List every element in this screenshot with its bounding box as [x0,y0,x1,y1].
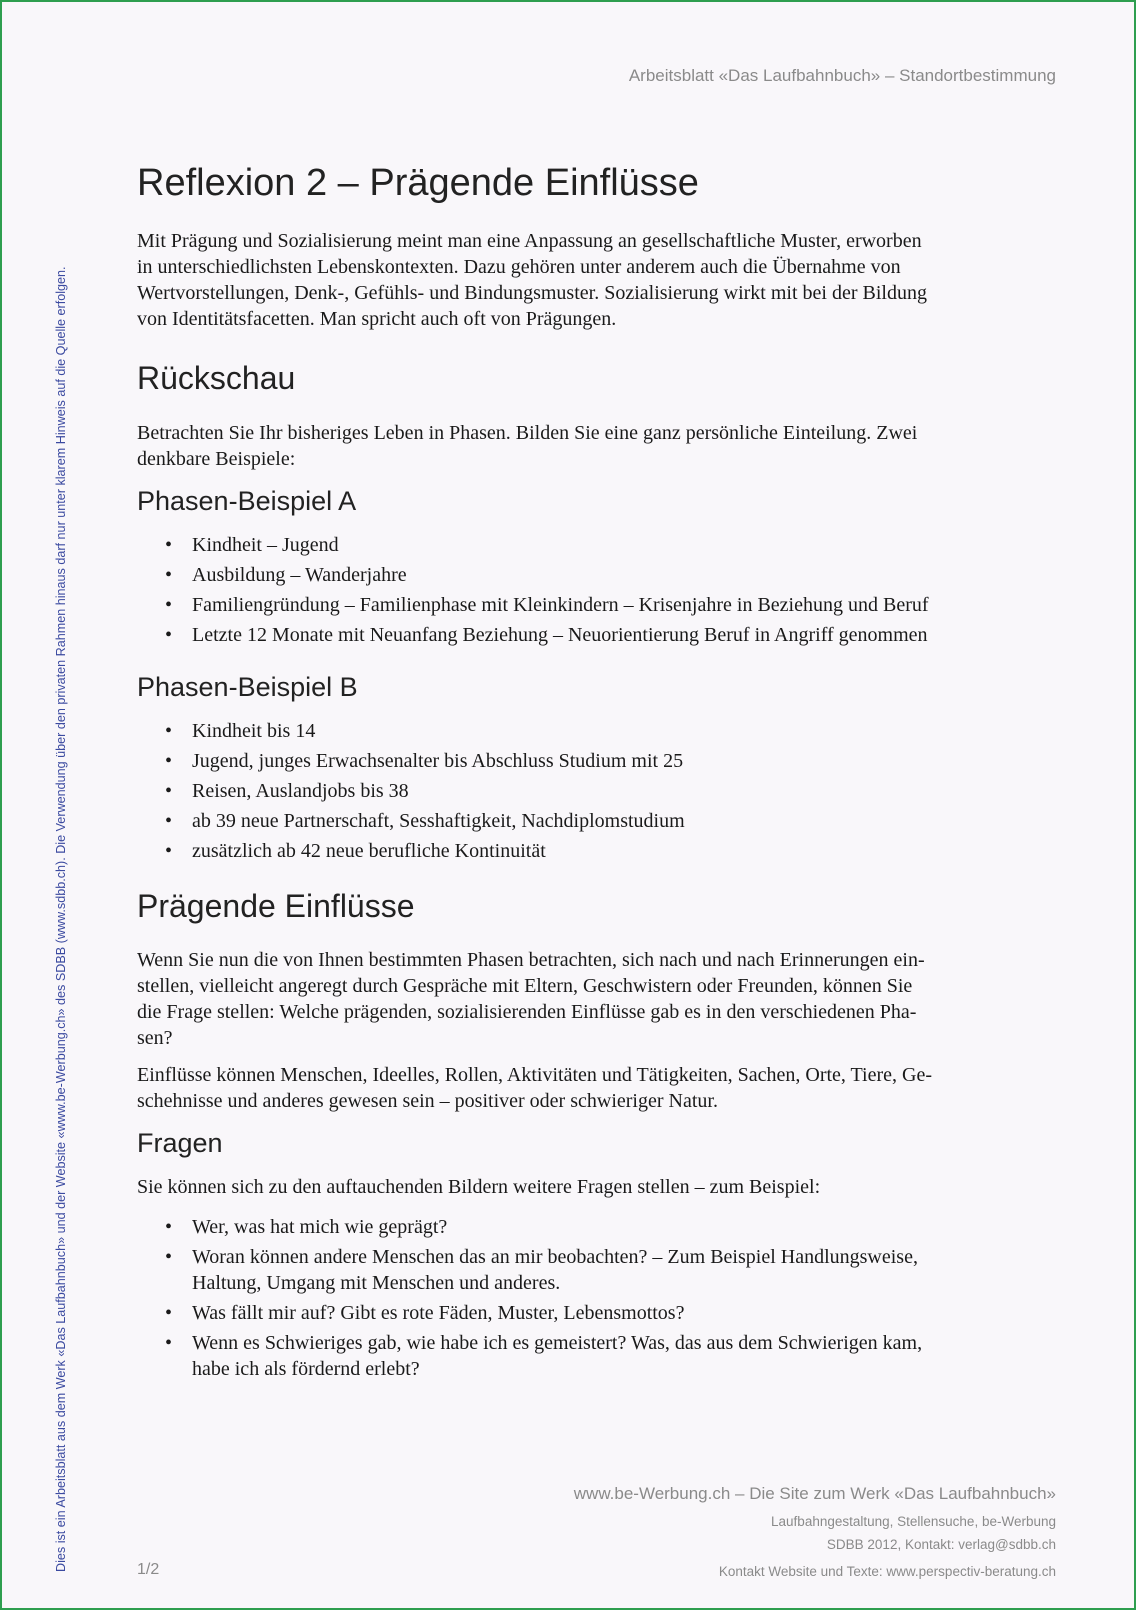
bullet-icon: • [165,780,173,802]
bullet-icon: • [165,564,173,586]
list-item: • Letzte 12 Monate mit Neuanfang Beziehung – Neuorientierung Beruf in Angriff genommen [137,620,1057,650]
beispiel-a-list [137,530,1057,650]
list-item: • Wenn es Schwieriges gab, wie habe ich es gemeistert? Was, das aus dem Schwierigen kam, habe ich als fördernd erlebt? [165,1332,923,1380]
main-content [137,160,1057,1380]
bullet-icon: • [165,1216,173,1238]
bullet-icon: • [165,594,173,616]
intro-line: in unterschiedlichsten Lebenskontexten. Dazu gehören unter anderem auch die Übernahme von [137,256,901,278]
list-item: • Kindheit bis 14 [137,716,1057,746]
list-item: • Jugend, junges Erwachsenalter bis Abschluss Studium mit 25 [137,746,1057,776]
subheading-fragen: Fragen [137,1128,223,1158]
worksheet-header: Arbeitsblatt «Das Laufbahnbuch» – Standortbestimmung [628,66,1056,85]
footer-contact-texts: Kontakt Website und Texte: www.perspectiv-beratung.ch [718,1564,1056,1579]
fragen-text: Sie können sich zu den auftauchenden Bildern weitere Fragen stellen – zum Beispiel: [137,1176,821,1198]
text-line: denkbare Beispiele: [137,448,296,470]
bullet-icon: • [165,840,173,862]
bullet-icon: • [165,1332,173,1354]
list-item: • Was fällt mir auf? Gibt es rote Fäden, Muster, Lebensmottos? [165,1302,685,1324]
subheading-beispiel-a: Phasen-Beispiel A [137,486,357,516]
bullet-icon: • [165,534,173,556]
page-number: 1/2 [137,1561,160,1578]
intro-paragraph [137,228,1057,332]
bullet-icon: • [165,810,173,832]
fragen-list [137,1214,1057,1382]
text-line: sen? [137,1027,173,1049]
text-line: stellen, vielleicht angeregt durch Gespräche mit Eltern, Geschwistern oder Freunden, können Sie [137,975,913,997]
beispiel-b-list [137,716,1057,866]
bullet-icon: • [165,624,173,646]
list-item: • zusätzlich ab 42 neue berufliche Kontinuität [137,836,1057,866]
text-line: Betrachten Sie Ihr bisheriges Leben in Phasen. Bilden Sie eine ganz persönliche Einteilung. Zwei [137,422,918,444]
bullet-icon: • [165,720,173,742]
list-item: • Ausbildung – Wanderjahre [137,560,1057,590]
list-item: • Kindheit – Jugend [137,530,1057,560]
rueckschau-text [137,420,1057,472]
list-item: • Reisen, Auslandjobs bis 38 [137,776,1057,806]
list-item: • Familiengründung – Familienphase mit Kleinkindern – Krisenjahre in Beziehung und Beruf [137,590,1057,620]
text-line: die Frage stellen: Welche prägenden, sozialisierenden Einflüsse gab es in den verschiedenen Pha- [137,1001,917,1023]
list-item: • Woran können andere Menschen das an mir beobachten? – Zum Beispiel Handlungsweise, Haltung, Umgang mit Menschen und anderes. [165,1246,918,1294]
section-heading-einfluesse: Prägende Einflüsse [137,888,415,924]
page-title: Reflexion 2 – Prägende Einflüsse [137,162,699,204]
footer-website-link[interactable]: www.be-Werbung.ch – Die Site zum Werk «Das Laufbahnbuch» [573,1484,1056,1503]
section-heading-rueckschau: Rückschau [137,360,296,396]
subheading-beispiel-b: Phasen-Beispiel B [137,672,358,702]
list-item: • ab 39 neue Partnerschaft, Sesshaftigkeit, Nachdiplomstudium [137,806,1057,836]
vertical-copyright-note: Dies ist ein Arbeitsblatt aus dem Werk «Das Laufbahnbuch» und der Website «www.be-Werbung.ch» des SDBB (www.sdbb.ch). Die Verwendung über den privaten Rahmen hinaus darf nur unter klarem Hinweis auf die Quelle erfolgen. [54,266,68,1572]
intro-line: Wertvorstellungen, Denk-, Gefühls- und Bindungsmuster. Sozialisierung wirkt mit bei der Bildung [137,282,927,304]
intro-line: von Identitätsfacetten. Man spricht auch oft von Prägungen. [137,308,617,330]
footer-line: Laufbahngestaltung, Stellensuche, be-Werbung [771,1514,1056,1529]
text-line: Einflüsse können Menschen, Ideelles, Rollen, Aktivitäten und Tätigkeiten, Sachen, Orte, Tiere, Ge- [137,1064,933,1086]
bullet-icon: • [165,1246,173,1268]
bullet-icon: • [165,1302,173,1324]
footer-contact: SDBB 2012, Kontakt: verlag@sdbb.ch [826,1537,1056,1552]
text-line: Wenn Sie nun die von Ihnen bestimmten Phasen betrachten, sich nach und nach Erinnerungen ein- [137,949,925,971]
bullet-icon: • [165,750,173,772]
intro-line: Mit Prägung und Sozialisierung meint man eine Anpassung an gesellschaftliche Muster, erworben [137,230,922,252]
einfluesse-paragraph-2 [137,1062,1057,1114]
text-line: schehnisse und anderes gewesen sein – positiver oder schwieriger Natur. [137,1090,718,1112]
list-item: • Wer, was hat mich wie geprägt? [165,1216,448,1238]
einfluesse-paragraph-1 [137,947,1057,1051]
